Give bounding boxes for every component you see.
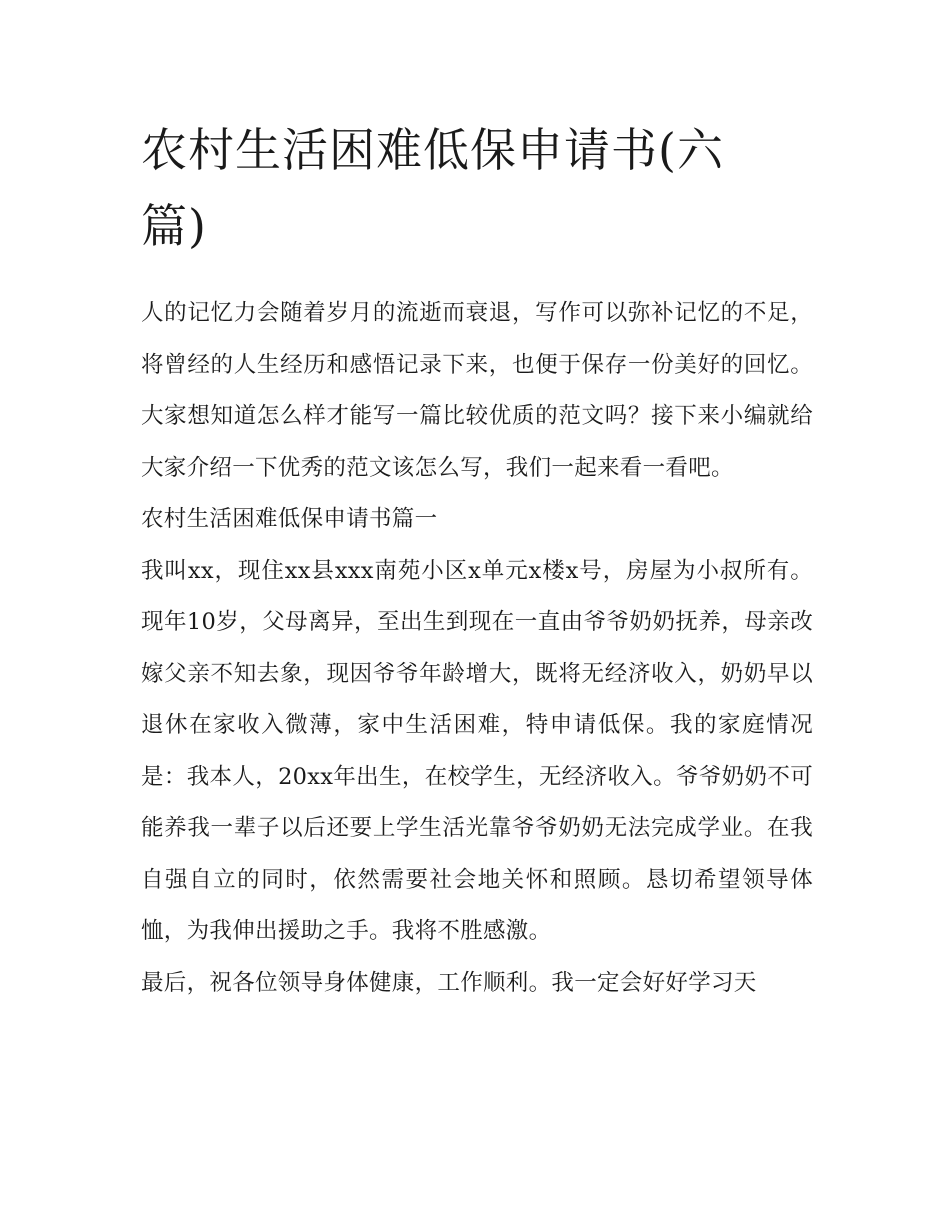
intro-paragraph: 人的记忆力会随着岁月的流逝而衰退，写作可以弥补记忆的不足，将曾经的人生经历和感悟记录下来，也便于保存一份美好的回忆。大家想知道怎么样才能写一篇比较优质的范文吗？接下来小编就给大家介绍一下优秀的范文该怎么写，我们一起来看一看吧。 [141,300,813,481]
document-title: 农村生活困难低保申请书(六篇) [141,123,724,253]
document-content [141,112,813,1009]
closing-paragraph: 最后，祝各位领导身体健康，工作顺利。我一定会好好学习天 [141,969,757,996]
section-1-body: 我叫xx，现住xx县xxx南苑小区x单元x楼x号，房屋为小叔所有。现年10岁，父母离异，至出生到现在一直由爷爷奶奶抚养，母亲改嫁父亲不知去象，现因爷爷年龄增大，既将无经济收入，奶奶早以退休在家收入微薄，家中生活困难，特申请低保。我的家庭情况是：我本人，20xx年出生，在校学生，无经济收入。爷爷奶奶不可能养我一辈子以后还要上学生活光靠爷爷奶奶无法完成学业。在我自强自立的同时，依然需要社会地关怀和照顾。恳切希望领导体恤，为我伸出援助之手。我将不胜感激。 [141,557,813,944]
section-heading-1: 农村生活困难低保申请书篇一 [141,506,438,532]
